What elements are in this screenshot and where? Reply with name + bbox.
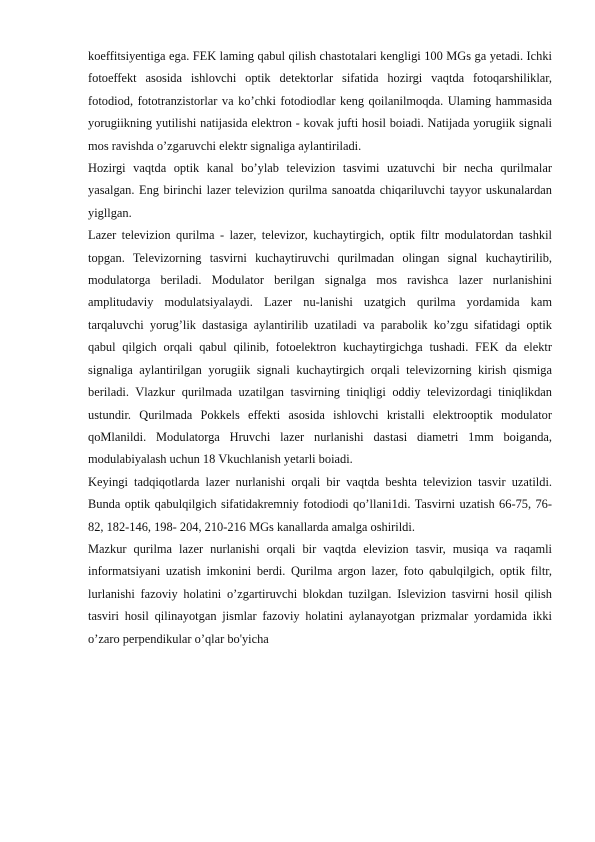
paragraph-laser-tv-device: Lazer televizion qurilma - lazer, televizor, kuchaytirgich, optik filtr modulatordan tashkil topgan. Televizorning tasvirni kuchaytiruvchi qurilmadan olingan signal kuchaytirilib, modulatorga beriladi. Modulator berilgan signalga mos ravishca lazer nurlanishini amplitudaviy modulatsiyalaydi. Lazer nu-lanishi uzatgich qurilma yordamida kam tarqaluvchi yorug’lik dastasiga aylantirilib uzatiladi va parabolik ko’zgu sifatidagi optik qabul qilgich orqali qabul qilinib, fotoelektron kuchaytirgichga tushadi. FEK da elektr signaliga aylantirilgan yorugiik signali kuchaytirgich orqali televizorning kirish qismiga beriladi. Vlazkur qurilmada uzatilgan tasvirning tiniqligi oddiy televizordagi tiniqlikdan ustundir. Qurilmada Pokkels effekti asosida ishlovchi kristalli elektrooptik modulator qoMlanildi. Modulatorga Hruvchi lazer nurlanishi dastasi diametri 1mm boiganda, modulabiyalash uchun 18 Vkuchlanish yetarli boiadi. (88, 228, 552, 467)
paragraph-optical-tv-channel: Hozirgi vaqtda optik kanal bo’ylab televizion tasvimi uzatuvchi bir necha qurilmalar yasalgan. Eng birinchi lazer televizion qurilma sanoatda chiqariluvchi tayyor uskunalardan yigllgan. (88, 161, 552, 220)
paragraph-five-channels: Keyingi tadqiqotlarda lazer nurlanishi orqali bir vaqtda beshta televizion tasvir uzatildi. Bunda optik qabulqilgich sifatidakremniy fotodiodi qo’llani1di. Tasvirni uzatish 66-75, 76-82, 182-146, 198- 204, 210-216 MGs kanallarda amalga oshirildi. (88, 474, 552, 534)
paragraph-photodetectors: koeffitsiyentiga ega. FEK laming qabul qilish chastotalari kengligi 100 MGs ga yetadi. Ichki fotoeffekt asosida ishlovchi optik detektorlar sifatida hozirgi vaqtda fotoqarshiliklar, fotodiod, fototranzistorlar va ko’chki fotodiodlar keng qoilanilmoqda. Ulaming hammasida yorugiikning yutilishi natijasida elektron - kovak jufti hosil boiadi. Natijada yorugiik signali mos ravishda o’zgaruvchi elektr signaliga aylantiriladi. (88, 49, 552, 153)
paragraph-argon-laser-device: Mazkur qurilma lazer nurlanishi orqali bir vaqtda elevizion tasvir, musiqa va raqamli informatsiyani uzatish imkonini berdi. Qurilma argon lazer, foto qabulqilgich, optik filtr, lurlanishi fazoviy holatini o’zgartiruvchi blokdan tuzilgan. Islevizion tasvirni hosil qilish tasviri hosil qilinayotgan jismlar fazoviy holatini aylanayotgan prizmalar yordamida ikki o’zaro perpendikular o’qlar bo'yicha (88, 541, 552, 646)
document-page (88, 45, 552, 650)
